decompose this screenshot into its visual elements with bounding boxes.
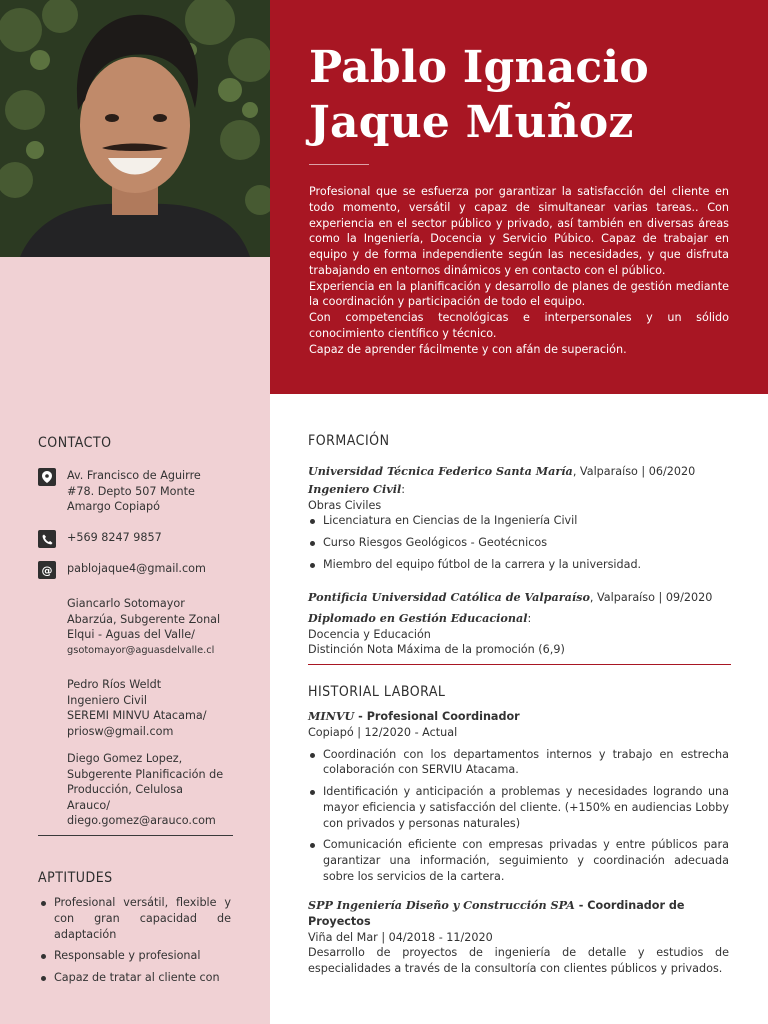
reference-line: Arauco/ [67,798,110,812]
job-1 [308,709,729,891]
degree-name: Diplomado en Gestión Educacional [308,610,528,625]
job-2 [308,898,729,977]
education-meta: , Valparaíso | 09/2020 [589,591,713,604]
reference-email[interactable]: priosw@gmail.com [67,724,174,738]
location-pin-icon [38,468,56,486]
name-line-1: Pablo Ignacio [309,42,649,93]
reference-3 [67,751,247,829]
list-item: Comunicación eficiente con empresas privadas y entre públicos para garantizar una información, seguimiento y coordinación adecuada sobre los servicios de la cartera. [308,837,729,884]
reference-line: SEREMI MINVU Atacama/ [67,709,207,722]
reference-line: Elqui - Aguas del Valle/ [67,628,195,641]
contact-email [38,561,238,579]
summary-paragraph: Experiencia en la planificación y desarrollo de planes de gestión mediante la coordinación y participación de todo el equipo. [309,279,729,309]
at-icon: @ [38,561,56,579]
email-text[interactable]: pablojaque4@gmail.com [67,562,206,575]
list-item: Capaz de tratar al cliente con [39,970,231,986]
job-role: - Profesional Coordinador [354,710,520,723]
summary-paragraph: Profesional que se esfuerza por garantizar la satisfacción del cliente en todo momento, versátil y capaz de simultanear varias tareas.. Con experiencia en el sector público y privado, así también en diversas áreas como la Ingeniería, Docencia y Servicio Púbico. Capaz de trabajar en equipo y de forma independiente según las necesidades, y que disfruta trabajando en entornos dinámicos y en contacto con el público. [309,185,729,277]
institution-name: Universidad Técnica Federico Santa María [308,464,573,478]
job-description: Desarrollo de proyectos de ingeniería de detalle y estudios de especialidades a través de la consultoría con clientes públicos y privados. [308,946,729,975]
degree-field: Obras Civiles [308,498,382,512]
section-divider [308,664,731,665]
profile-photo [0,0,270,257]
list-item: Curso Riesgos Geológicos - Geotécnicos [308,535,729,551]
job-meta: Copiapó | 12/2020 - Actual [308,725,458,739]
list-item: Identificación y anticipación a problemas y necesidades logrando una mayor eficiencia y satisfacción del cliente. (+150% en audiencias Lobby con privados y personas naturales) [308,784,729,831]
contact-phone [38,530,238,548]
list-item: Miembro del equipo fútbol de la carrera y la universidad. [308,557,729,573]
profile-summary [309,184,729,357]
job-org: SPP Ingeniería Diseño y Construcción SPA [308,898,575,912]
reference-line: Diego Gomez Lopez, [67,752,183,765]
header-panel [270,0,768,394]
contact-address [38,468,238,515]
list-item: Licenciatura en Ciencias de la Ingeniería Civil [308,513,729,529]
education-2 [308,590,729,658]
job-meta: Viña del Mar | 04/2018 - 11/2020 [308,930,493,944]
aptitudes-list [39,895,231,992]
degree-colon: : [401,482,405,496]
reference-line: Ingeniero Civil [67,693,147,707]
summary-paragraph: Con competencias tecnológicas e interpersonales y un sólido conocimiento científico y técnico. [309,311,729,340]
full-name [309,40,749,150]
sidebar-divider [38,835,233,836]
aptitudes-title: APTITUDES [38,870,113,886]
reference-1 [67,596,247,658]
name-line-2: Jaque Muñoz [309,97,634,148]
address-text: Av. Francisco de Aguirre #78. Depto 507 Monte Amargo Copiapó [67,469,201,513]
formacion-title: FORMACIÓN [308,433,390,449]
degree-colon: : [527,611,532,625]
job-list [308,747,729,885]
list-item: Responsable y profesional [39,948,231,964]
phone-text[interactable]: +569 8247 9857 [67,531,162,544]
degree-name: Ingeniero Civil [308,481,402,496]
reference-2 [67,677,247,739]
reference-email[interactable]: diego.gomez@arauco.com [67,814,216,827]
education-list [308,513,729,572]
reference-line: Abarzúa, Subgerente Zonal [67,612,221,626]
reference-line: Giancarlo Sotomayor [67,597,185,610]
phone-icon [38,530,56,548]
name-divider [309,164,369,165]
contact-title: CONTACTO [38,435,112,451]
education-meta: , Valparaíso | 06/2020 [572,465,696,478]
reference-line: Producción, Celulosa [67,783,183,796]
degree-detail: Docencia y Educación [308,627,431,641]
job-org: MINVU [308,709,355,723]
job-role: - Coordinador de Proyectos [308,899,685,928]
education-1 [308,464,729,579]
list-item: Coordinación con los departamentos internos y trabajo en estrecha colaboración con SERVIU Atacama. [308,747,729,779]
reference-line: Subgerente Planificación de [67,767,224,781]
institution-name: Pontificia Universidad Católica de Valparaíso [308,590,590,604]
reference-line: Pedro Ríos Weldt [67,678,162,691]
degree-detail: Distinción Nota Máxima de la promoción (6,9) [308,643,565,657]
summary-paragraph: Capaz de aprender fácilmente y con afán de superación. [309,342,627,356]
list-item: Profesional versátil, flexible y con gran capacidad de adaptación [39,895,231,942]
historial-title: HISTORIAL LABORAL [308,684,446,700]
reference-email[interactable]: gsotomayor@aguasdelvalle.cl [67,644,215,656]
